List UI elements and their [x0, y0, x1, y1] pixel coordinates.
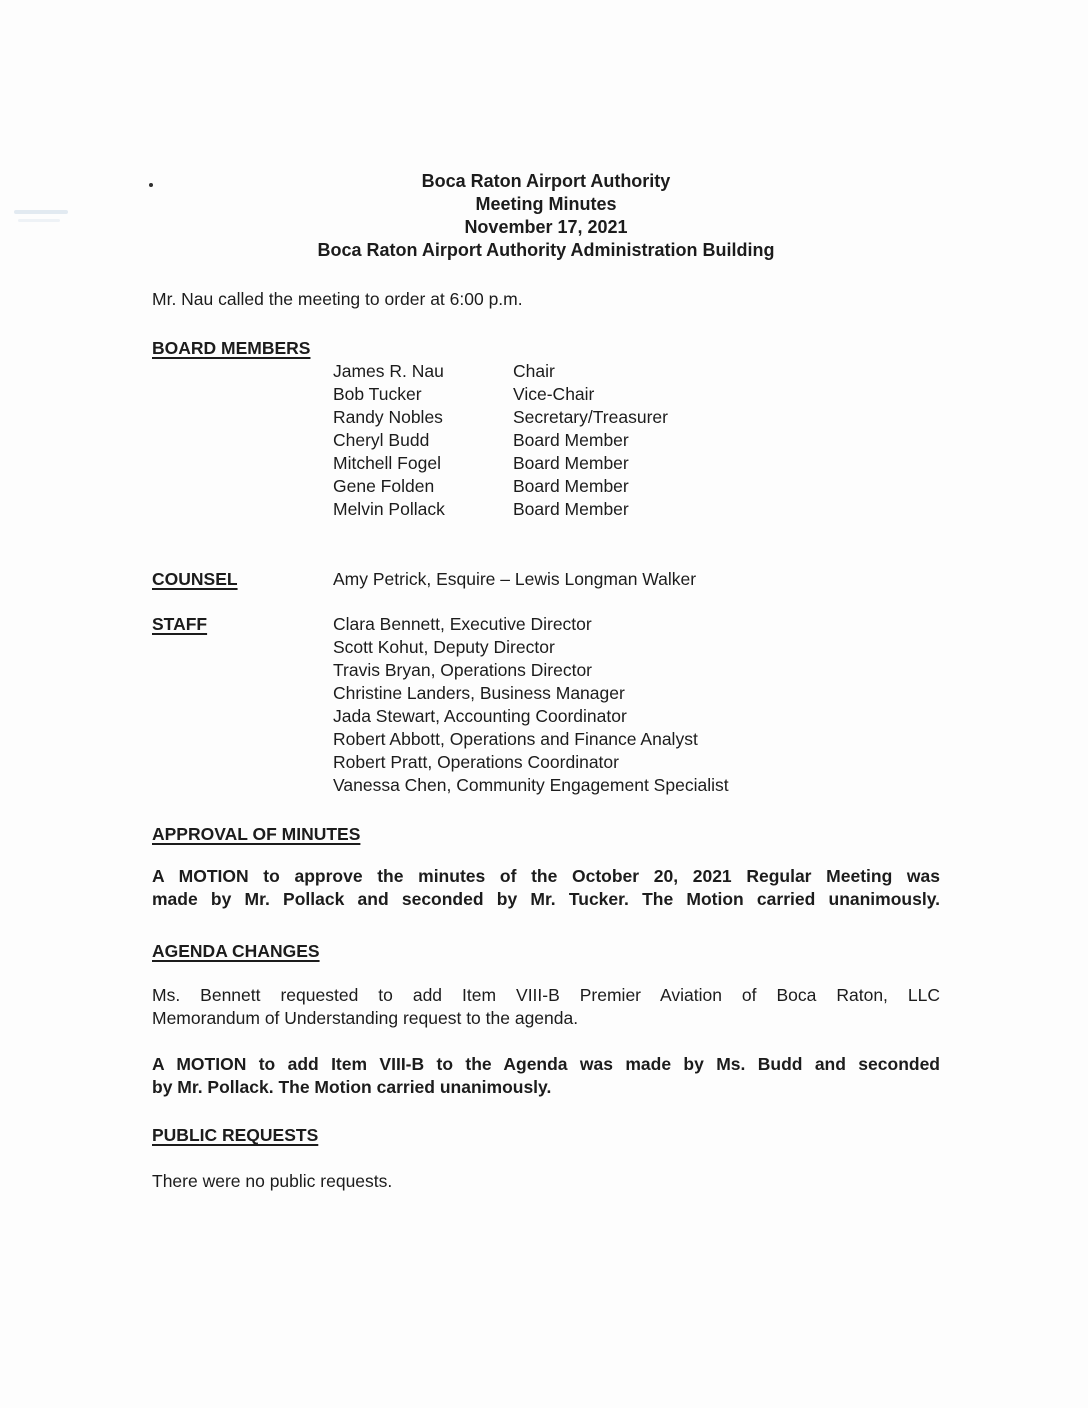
- public-requests-text: There were no public requests.: [152, 1171, 393, 1191]
- staff-member: Christine Landers, Business Manager: [333, 683, 625, 703]
- agenda-request-paragraph: [152, 984, 940, 1030]
- board-member-name: James R. Nau: [333, 361, 444, 381]
- call-to-order-text: Mr. Nau called the meeting to order at 6:00 p.m.: [152, 289, 523, 309]
- board-member-role: Board Member: [513, 499, 629, 519]
- header-date: November 17, 2021: [464, 217, 628, 237]
- header-doc-type: Meeting Minutes: [475, 194, 617, 214]
- board-member-role: Board Member: [513, 430, 629, 450]
- staff-member: Vanessa Chen, Community Engagement Specialist: [333, 775, 729, 795]
- motion-text-line: made by Mr. Pollack and seconded by Mr. Tucker. The Motion carried unanimously.: [152, 889, 940, 909]
- board-member-row: [152, 429, 940, 452]
- board-member-role: Chair: [513, 361, 555, 381]
- counsel-section: [152, 568, 940, 591]
- scan-smudge-artifact: [18, 219, 60, 222]
- counsel-heading: COUNSEL: [152, 569, 238, 589]
- staff-member: Robert Pratt, Operations Coordinator: [333, 752, 619, 772]
- board-member-role: Vice-Chair: [513, 384, 595, 404]
- approval-motion-paragraph: [152, 865, 940, 911]
- scan-smudge-artifact: [14, 210, 68, 214]
- board-member-role: Board Member: [513, 453, 629, 473]
- agenda-motion-paragraph: [152, 1053, 940, 1099]
- staff-member: Robert Abbott, Operations and Finance Analyst: [333, 729, 698, 749]
- board-member-name: Bob Tucker: [333, 384, 422, 404]
- board-member-name: Cheryl Budd: [333, 430, 430, 450]
- staff-member: Travis Bryan, Operations Director: [333, 660, 593, 680]
- board-member-role: Board Member: [513, 476, 629, 496]
- motion-text-line: A MOTION to approve the minutes of the October 20, 2021 Regular Meeting was: [152, 866, 940, 886]
- board-member-name: Melvin Pollack: [333, 499, 445, 519]
- staff-heading: STAFF: [152, 614, 208, 634]
- board-members-heading: BOARD MEMBERS: [152, 338, 311, 358]
- request-text-line: Memorandum of Understanding request to the agenda.: [152, 1008, 579, 1028]
- staff-member: Clara Bennett, Executive Director: [333, 614, 592, 634]
- board-member-row: [152, 406, 940, 429]
- request-text-line: Ms. Bennett requested to add Item VIII-B Premier Aviation of Boca Raton, LLC: [152, 985, 940, 1005]
- header-location: Boca Raton Airport Authority Administration Building: [317, 240, 775, 260]
- agenda-changes-heading: AGENDA CHANGES: [152, 941, 320, 961]
- staff-section: [152, 613, 940, 797]
- board-member-row: [152, 475, 940, 498]
- public-requests-heading: PUBLIC REQUESTS: [152, 1125, 319, 1145]
- motion-text-line: A MOTION to add Item VIII-B to the Agenda was made by Ms. Budd and seconded: [152, 1054, 940, 1074]
- approval-of-minutes-heading: APPROVAL OF MINUTES: [152, 824, 361, 844]
- board-member-role: Secretary/Treasurer: [513, 407, 668, 427]
- staff-list: [333, 613, 729, 797]
- board-members-table: [152, 360, 940, 521]
- motion-text-line: by Mr. Pollack. The Motion carried unanimously.: [152, 1077, 552, 1097]
- board-member-row: [152, 498, 940, 521]
- staff-member: Scott Kohut, Deputy Director: [333, 637, 555, 657]
- board-member-row: [152, 452, 940, 475]
- counsel-text: Amy Petrick, Esquire – Lewis Longman Walker: [333, 569, 697, 589]
- approval-of-minutes-section: [152, 823, 940, 846]
- document-content: [152, 170, 940, 1193]
- agenda-changes-section: [152, 940, 940, 963]
- board-member-row: [152, 383, 940, 406]
- public-requests-section: [152, 1124, 940, 1147]
- board-member-name: Randy Nobles: [333, 407, 443, 427]
- document-header: [152, 170, 940, 262]
- staff-member: Jada Stewart, Accounting Coordinator: [333, 706, 627, 726]
- board-members-section: [152, 337, 940, 360]
- board-member-name: Gene Folden: [333, 476, 435, 496]
- header-org-name: Boca Raton Airport Authority: [421, 171, 671, 191]
- board-member-name: Mitchell Fogel: [333, 453, 441, 473]
- board-member-row: [152, 360, 940, 383]
